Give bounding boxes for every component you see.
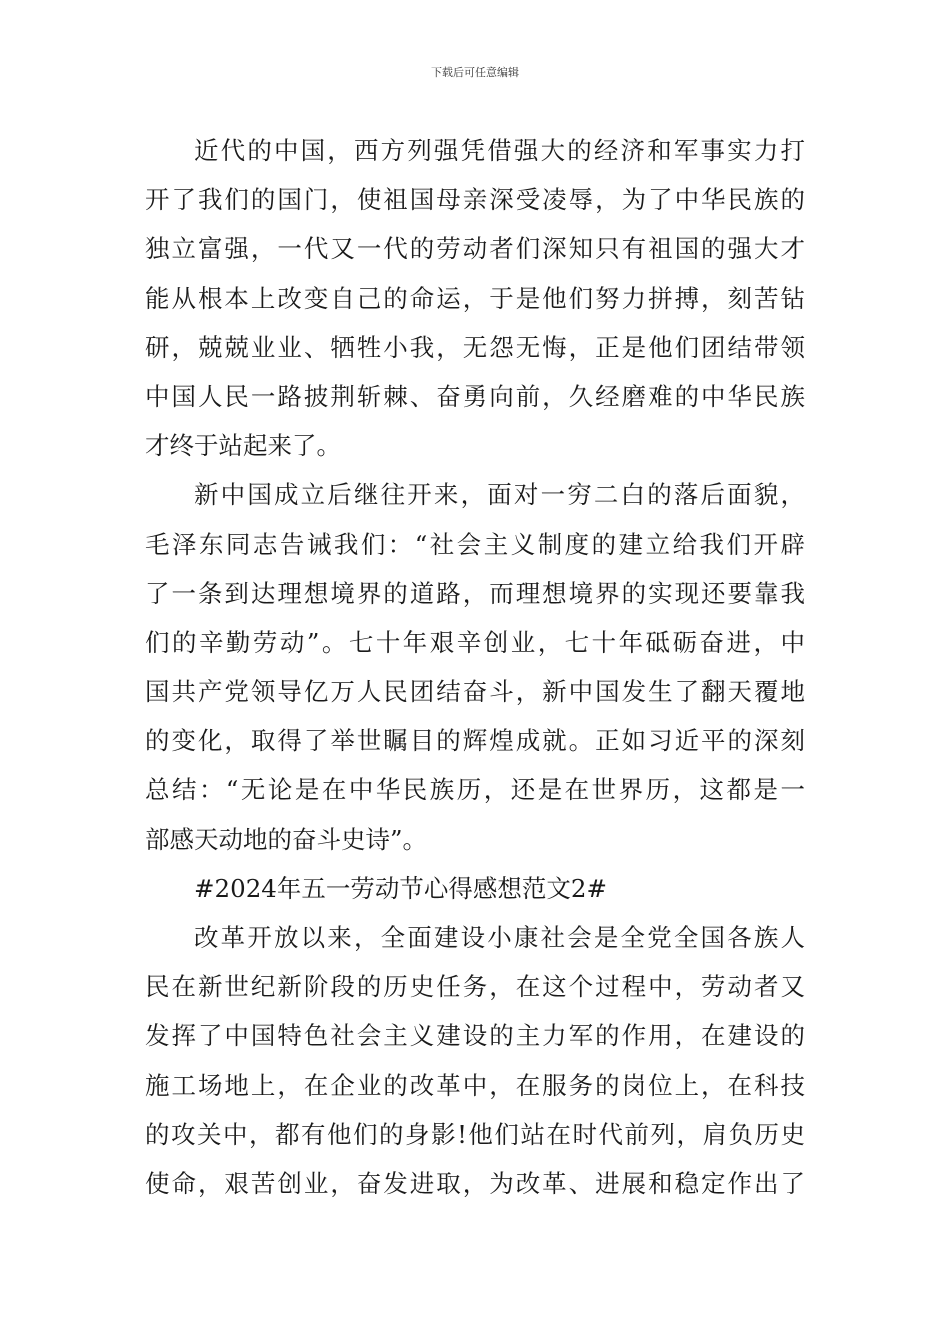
text-line: 的变化，取得了举世瞩目的辉煌成就。正如习近平的深刻 — [145, 726, 805, 756]
text-line: 新中国成立后继往开来，面对一穷二白的落后面貌， — [194, 480, 805, 510]
text-line: 民在新世纪新阶段的历史任务，在这个过程中，劳动者又 — [145, 972, 805, 1002]
page-header: 下载后可任意编辑 — [431, 66, 519, 79]
text-line: 国共产党领导亿万人民团结奋斗，新中国发生了翻天覆地 — [145, 677, 805, 707]
text-line: 使命，艰苦创业，奋发进取，为改革、进展和稳定作出了 — [145, 1168, 805, 1198]
document-body — [145, 126, 805, 1208]
section-heading: #2024年五一劳动节心得感想范文2# — [194, 873, 607, 903]
text-line: 了一条到达理想境界的道路，而理想境界的实现还要靠我 — [145, 578, 805, 608]
text-line: 毛泽东同志告诫我们：“社会主义制度的建立给我们开辟 — [145, 529, 805, 559]
text-line: 总结：“无论是在中华民族历，还是在世界历，这都是一 — [145, 775, 805, 805]
text-line: 施工场地上，在企业的改革中，在服务的岗位上，在科技 — [145, 1070, 805, 1100]
text-line: 开了我们的国门，使祖国母亲深受凌辱，为了中华民族的 — [145, 185, 805, 215]
text-line: 才终于站起来了。 — [145, 431, 341, 461]
text-line: 近代的中国，西方列强凭借强大的经济和军事实力打 — [194, 136, 805, 165]
text-line: 们的辛勤劳动”。七十年艰辛创业，七十年砥砺奋进，中 — [145, 627, 805, 657]
text-line: 中国人民一路披荆斩棘、奋勇向前，久经磨难的中华民族 — [145, 381, 805, 411]
text-line: 能从根本上改变自己的命运，于是他们努力拼搏，刻苦钻 — [145, 283, 805, 313]
text-line: 部感天动地的奋斗史诗”。 — [145, 824, 428, 854]
text-line: 研，兢兢业业、牺牲小我，无怨无悔，正是他们团结带领 — [145, 332, 805, 362]
text-line: 改革开放以来，全面建设小康社会是全党全国各族人 — [194, 923, 805, 952]
text-line: 的攻关中，都有他们的身影!他们站在时代前列，肩负历史 — [145, 1119, 805, 1149]
text-line: 发挥了中国特色社会主义建设的主力军的作用，在建设的 — [145, 1021, 805, 1051]
text-line: 独立富强，一代又一代的劳动者们深知只有祖国的强大才 — [145, 234, 805, 264]
